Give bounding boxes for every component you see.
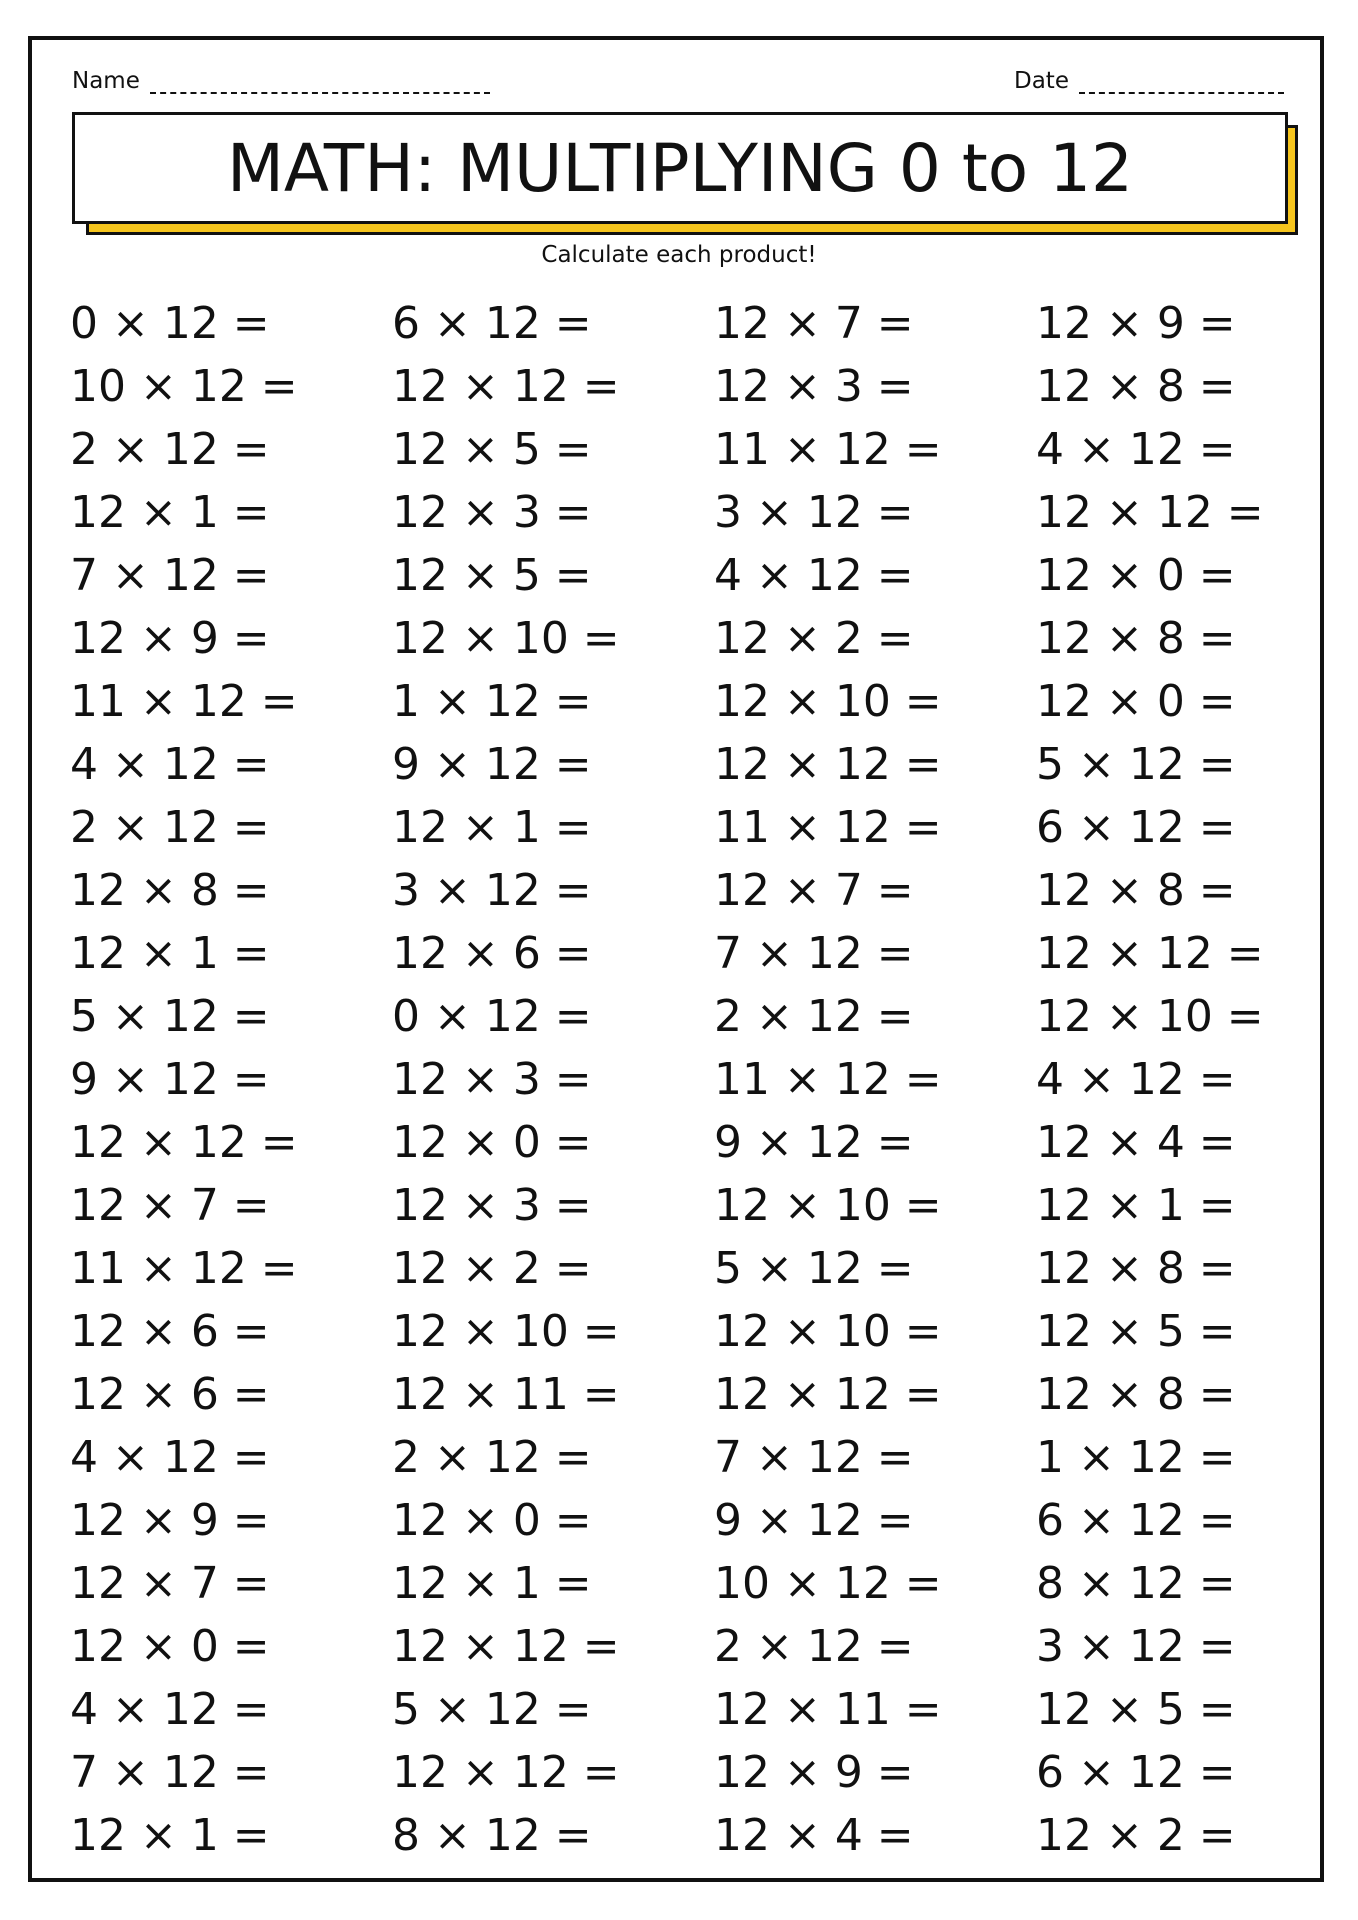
multiplication-problem: 11 × 12 = [714,424,942,475]
multiplication-problem: 12 × 10 = [714,676,942,727]
multiplication-problem: 7 × 12 = [714,928,914,979]
multiplication-problem: 12 × 0 = [392,1495,592,1546]
multiplication-problem: 12 × 10 = [392,613,620,664]
multiplication-problem: 12 × 6 = [392,928,592,979]
multiplication-problem: 12 × 1 = [70,487,270,538]
multiplication-problem: 12 × 12 = [1036,928,1264,979]
multiplication-problem: 4 × 12 = [70,1684,270,1735]
multiplication-problem: 8 × 12 = [1036,1558,1236,1609]
multiplication-problem: 9 × 12 = [392,739,592,790]
instruction-text: Calculate each product! [541,242,817,268]
multiplication-problem: 12 × 8 = [70,865,270,916]
multiplication-problem: 12 × 8 = [1036,361,1236,412]
multiplication-problem: 12 × 7 = [714,865,914,916]
multiplication-problem: 1 × 12 = [1036,1432,1236,1483]
multiplication-problem: 11 × 12 = [70,676,298,727]
multiplication-problem: 0 × 12 = [70,298,270,349]
multiplication-problem: 2 × 12 = [392,1432,592,1483]
multiplication-problem: 12 × 12 = [392,1621,620,1672]
multiplication-problem: 12 × 5 = [1036,1684,1236,1735]
multiplication-problem: 12 × 1 = [70,928,270,979]
multiplication-problem: 12 × 2 = [392,1243,592,1294]
multiplication-problem: 12 × 10 = [1036,991,1264,1042]
multiplication-problem: 11 × 12 = [714,1054,942,1105]
multiplication-problem: 12 × 3 = [392,487,592,538]
multiplication-problem: 12 × 7 = [70,1180,270,1231]
multiplication-problem: 12 × 5 = [392,424,592,475]
multiplication-problem: 12 × 10 = [714,1180,942,1231]
multiplication-problem: 12 × 12 = [70,1117,298,1168]
multiplication-problem: 12 × 0 = [70,1621,270,1672]
multiplication-problem: 11 × 12 = [70,1243,298,1294]
name-label: Name [72,68,140,94]
multiplication-problem: 5 × 12 = [70,991,270,1042]
multiplication-problem: 9 × 12 = [714,1495,914,1546]
multiplication-problem: 12 × 7 = [70,1558,270,1609]
multiplication-problem: 12 × 12 = [392,1747,620,1798]
multiplication-problem: 12 × 5 = [1036,1306,1236,1357]
multiplication-problem: 12 × 8 = [1036,1243,1236,1294]
multiplication-problem: 12 × 0 = [392,1117,592,1168]
multiplication-problem: 12 × 9 = [70,1495,270,1546]
multiplication-problem: 12 × 3 = [714,361,914,412]
multiplication-problem: 12 × 4 = [1036,1117,1236,1168]
multiplication-problem: 2 × 12 = [714,991,914,1042]
multiplication-problem: 12 × 10 = [392,1306,620,1357]
multiplication-problem: 12 × 9 = [1036,298,1236,349]
multiplication-problem: 7 × 12 = [70,1747,270,1798]
multiplication-problem: 12 × 8 = [1036,865,1236,916]
multiplication-problem: 8 × 12 = [392,1810,592,1861]
multiplication-problem: 4 × 12 = [1036,424,1236,475]
multiplication-problem: 12 × 3 = [392,1054,592,1105]
multiplication-problem: 12 × 0 = [1036,676,1236,727]
multiplication-problem: 12 × 1 = [70,1810,270,1861]
multiplication-problem: 9 × 12 = [70,1054,270,1105]
page-title: MATH: MULTIPLYING 0 to 12 [226,129,1134,207]
multiplication-problem: 6 × 12 = [1036,1495,1236,1546]
multiplication-problem: 0 × 12 = [392,991,592,1042]
multiplication-problem: 12 × 8 = [1036,1369,1236,1420]
multiplication-problem: 12 × 2 = [1036,1810,1236,1861]
multiplication-problem: 5 × 12 = [1036,739,1236,790]
multiplication-problem: 12 × 9 = [70,613,270,664]
multiplication-problem: 10 × 12 = [714,1558,942,1609]
multiplication-problem: 6 × 12 = [392,298,592,349]
multiplication-problem: 12 × 3 = [392,1180,592,1231]
multiplication-problem: 12 × 8 = [1036,613,1236,664]
multiplication-problem: 4 × 12 = [714,550,914,601]
multiplication-problem: 4 × 12 = [70,739,270,790]
multiplication-problem: 12 × 12 = [714,739,942,790]
name-blank-line[interactable] [150,74,490,94]
multiplication-problem: 12 × 1 = [392,1558,592,1609]
multiplication-problem: 10 × 12 = [70,361,298,412]
name-field[interactable] [72,68,490,94]
multiplication-problem: 12 × 6 = [70,1306,270,1357]
multiplication-problem: 4 × 12 = [70,1432,270,1483]
multiplication-problem: 7 × 12 = [70,550,270,601]
problem-grid [70,292,1320,1867]
multiplication-problem: 12 × 1 = [1036,1180,1236,1231]
date-blank-line[interactable] [1079,74,1284,94]
multiplication-problem: 12 × 6 = [70,1369,270,1420]
multiplication-problem: 11 × 12 = [714,802,942,853]
multiplication-problem: 6 × 12 = [1036,1747,1236,1798]
multiplication-problem: 3 × 12 = [714,487,914,538]
multiplication-problem: 12 × 9 = [714,1747,914,1798]
multiplication-problem: 4 × 12 = [1036,1054,1236,1105]
multiplication-problem: 12 × 4 = [714,1810,914,1861]
multiplication-problem: 12 × 7 = [714,298,914,349]
multiplication-problem: 6 × 12 = [1036,802,1236,853]
multiplication-problem: 2 × 12 = [70,424,270,475]
multiplication-problem: 3 × 12 = [1036,1621,1236,1672]
multiplication-problem: 12 × 10 = [714,1306,942,1357]
multiplication-problem: 5 × 12 = [714,1243,914,1294]
multiplication-problem: 12 × 0 = [1036,550,1236,601]
title-box [72,112,1288,224]
multiplication-problem: 5 × 12 = [392,1684,592,1735]
date-label: Date [1014,68,1069,94]
multiplication-problem: 12 × 11 = [714,1684,942,1735]
multiplication-problem: 12 × 12 = [392,361,620,412]
multiplication-problem: 2 × 12 = [70,802,270,853]
multiplication-problem: 12 × 5 = [392,550,592,601]
multiplication-problem: 12 × 11 = [392,1369,620,1420]
multiplication-problem: 7 × 12 = [714,1432,914,1483]
multiplication-problem: 1 × 12 = [392,676,592,727]
multiplication-problem: 12 × 2 = [714,613,914,664]
multiplication-problem: 12 × 12 = [714,1369,942,1420]
date-field[interactable] [1014,68,1284,94]
multiplication-problem: 12 × 12 = [1036,487,1264,538]
multiplication-problem: 12 × 1 = [392,802,592,853]
multiplication-problem: 2 × 12 = [714,1621,914,1672]
multiplication-problem: 9 × 12 = [714,1117,914,1168]
multiplication-problem: 3 × 12 = [392,865,592,916]
